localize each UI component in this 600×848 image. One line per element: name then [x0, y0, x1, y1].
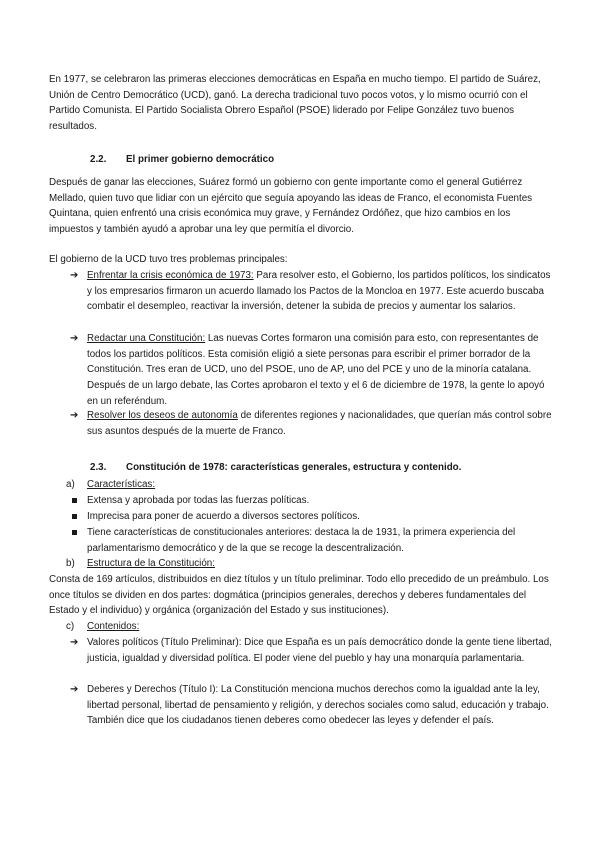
square-bullet-icon	[72, 514, 77, 519]
content-item: ➔ Deberes y Derechos (Título I): La Constitución menciona muchos derechos como la igualdad ante la ley, libertad personal, libertad de pensamiento y religión, y derechos sociales como salud, educación y trabajo. También dice que los ciudadanos tienen deberes como obedecer las leyes y defender el país.	[70, 684, 549, 727]
square-bullet-icon	[72, 530, 77, 535]
arrow-icon: ➔	[70, 270, 79, 281]
subsection-a	[66, 477, 555, 493]
square-bullet-icon	[72, 498, 77, 503]
section-title: El primer gobierno democrático	[126, 154, 275, 165]
section-number: 2.3.	[90, 462, 107, 473]
problem-item	[70, 268, 555, 315]
list-marker: c)	[66, 621, 75, 632]
problem-label: Redactar una Constitución:	[87, 333, 206, 344]
problem-text: Para resolver esto, el Gobierno, los partidos políticos, los sindicatos y los empresarios firmaron un acuerdo llamado los Pactos de la Moncloa en 1977. Este acuerdo buscaba combatir el desempleo, reactivar la inversión, detener la subida de precios y aumentar los salarios.	[87, 270, 551, 313]
problem-label: Resolver los deseos de autonomía	[87, 410, 238, 421]
arrow-icon: ➔	[70, 637, 79, 648]
subsection-c	[66, 619, 555, 635]
subsection-b	[66, 556, 555, 572]
section-number: 2.2.	[90, 154, 107, 165]
problem-text: Las nuevas Cortes formaron una comisión para esto, con representantes de todos los partidos políticos. Esta comisión eligió a siete personas para escribir el primer borrador de la Constitución. Tres eran de UCD, uno del PSOE, uno de AP, uno del PCE y uno de la minoría catalana. Después de un largo debate, las Cortes aprobaron el texto y el 6 de diciembre de 1978, la gente lo apoyó en un referéndum.	[87, 333, 545, 407]
section-heading-2-2	[90, 152, 274, 168]
subsection-label: Contenidos:	[87, 621, 140, 632]
arrow-icon: ➔	[70, 410, 79, 421]
problem-label: Enfrentar la crisis económica de 1973:	[87, 270, 254, 281]
list-marker: b)	[66, 558, 75, 569]
list-item: Imprecisa para poner de acuerdo a diversos sectores políticos.	[70, 509, 555, 525]
problem-text: de diferentes regiones y nacionalidades, que querían más control sobre sus asuntos después de la muerte de Franco.	[87, 410, 552, 437]
problem-item	[70, 408, 555, 439]
list-marker: a)	[66, 479, 75, 490]
government-paragraph: Después de ganar las elecciones, Suárez formó un gobierno con gente importante como el general Gutiérrez Mellado, quien tuvo que lidiar con un ejército que seguía apoyando las ideas de Franco, el economista Fuentes Quintana, quien enfrentó una crisis económica muy grave, y Fernández Ordóñez, que hizo cambios en los impuestos y también ayudó a aprobar una ley que permitía el divorcio.	[49, 177, 533, 236]
arrow-icon: ➔	[70, 333, 79, 344]
list-item: Extensa y aprobada por todas las fuerzas políticas.	[70, 493, 555, 509]
subsection-label: Estructura de la Constitución:	[87, 558, 215, 569]
arrow-icon: ➔	[70, 684, 79, 695]
problem-item	[70, 331, 555, 410]
content-item: ➔ Valores políticos (Título Preliminar): Dice que España es un país democrático donde la gente tiene libertad, justicia, igualdad y diversidad política. El poder viene del pueblo y hay una monarquía parlamentaria.	[70, 637, 552, 664]
structure-paragraph: Consta de 169 artículos, distribuidos en diez títulos y un título preliminar. Todo ello precedido de un preámbulo. Los once títulos se dividen en dos partes: dogmática (principios generales, derechos y deberes fundamentales del Estado y el individuo) y orgánica (organización del Estado y sus instituciones).	[49, 574, 549, 617]
list-item: Tiene características de constitucionales anteriores: destaca la de 1931, la primera experiencia del parlamentarismo democrático y de la que se recoge la descentralización.	[70, 525, 555, 556]
section-title: Constitución de 1978: características generales, estructura y contenido.	[126, 462, 462, 473]
problems-intro: El gobierno de la UCD tuvo tres problemas principales:	[49, 254, 288, 265]
subsection-label: Características:	[87, 479, 156, 490]
section-heading-2-3	[90, 460, 461, 476]
intro-paragraph: En 1977, se celebraron las primeras elecciones democráticas en España en mucho tiempo. El partido de Suárez, Unión de Centro Democrático (UCD), ganó. La derecha tradicional tuvo pocos votos, y lo mismo ocurrió con el Partido Comunista. El Partido Socialista Obrero Español (PSOE) liderado por Felipe González tuvo buenos resultados.	[49, 74, 541, 133]
